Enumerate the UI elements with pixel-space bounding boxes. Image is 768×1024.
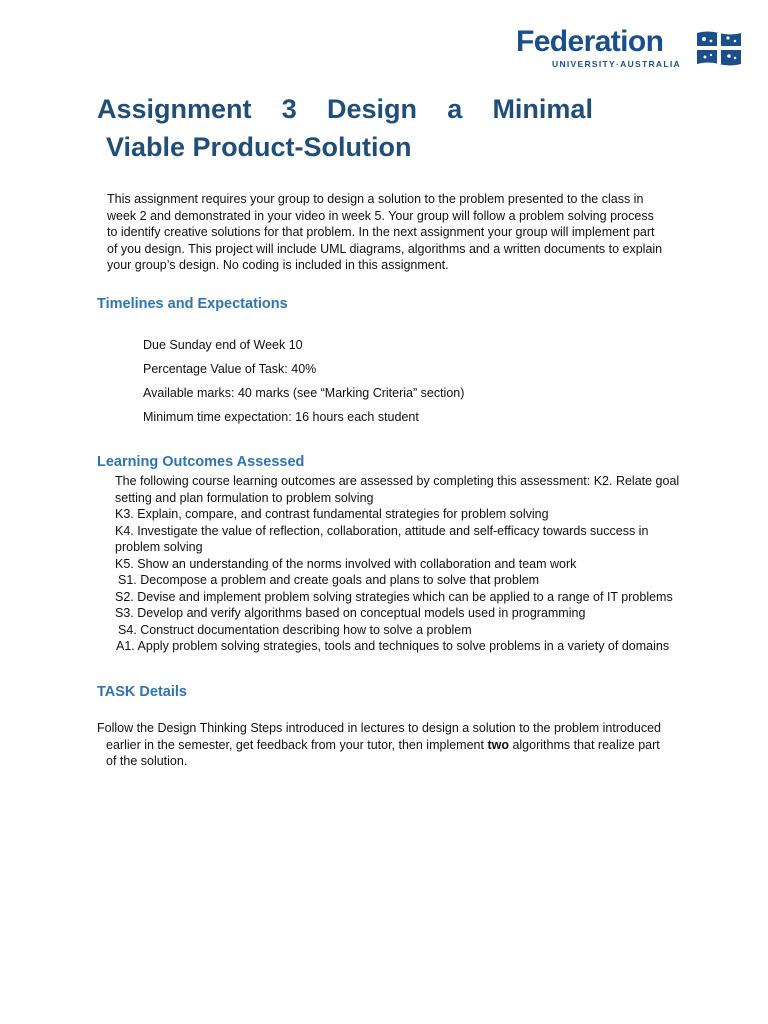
- logo-subline: UNIVERSITY·AUSTRALIA: [552, 59, 681, 69]
- intro-paragraph: [107, 191, 701, 274]
- outcome-line: The following course learning outcomes are assessed by completing this assessment: K2. Relate goal: [115, 474, 680, 488]
- outcome-line: K5. Show an understanding of the norms involved with collaboration and team work: [115, 556, 577, 571]
- timelines-heading: Timelines and Expectations: [97, 296, 288, 312]
- learning-outcomes-list: [115, 473, 715, 655]
- title-line-2: Viable Product-Solution: [106, 132, 412, 162]
- outcome-line: setting and plan formulation to problem solving: [115, 490, 374, 505]
- task-line: Follow the Design Thinking Steps introduced in lectures to design a solution to the problem introduced: [97, 721, 661, 735]
- intro-line: This assignment requires your group to design a solution to the problem presented to the class in: [107, 192, 644, 206]
- timeline-item: Minimum time expectation: 16 hours each student: [143, 410, 419, 424]
- task-text: earlier in the semester, get feedback from your tutor, then implement: [106, 737, 488, 752]
- title-word: Assignment: [97, 94, 252, 124]
- outcome-line: S3. Develop and verify algorithms based on conceptual models used in programming: [115, 606, 586, 620]
- task-text: algorithms that realize part: [508, 737, 660, 752]
- document-title: [97, 90, 593, 166]
- federation-university-logo: [516, 25, 742, 72]
- title-line-1: [97, 90, 593, 128]
- learning-outcomes-heading: Learning Outcomes Assessed: [97, 454, 305, 470]
- intro-line: your group’s design. No coding is included in this assignment.: [107, 258, 449, 272]
- outcome-line: A1. Apply problem solving strategies, tools and techniques to solve problems in a variety of domains: [116, 639, 670, 653]
- intro-line: of you design. This project will include UML diagrams, algorithms and a written documents to explain: [107, 241, 663, 256]
- task-details-heading: TASK Details: [97, 684, 187, 700]
- intro-line: to identify creative solutions for that problem. In the next assignment your group will implement part: [107, 225, 655, 239]
- timeline-item: Due Sunday end of Week 10: [143, 338, 303, 352]
- outcome-line: problem solving: [115, 540, 203, 554]
- outcome-line: S4. Construct documentation describing how to solve a problem: [118, 622, 472, 637]
- intro-line: week 2 and demonstrated in your video in week 5. Your group will follow a problem solving process: [107, 208, 654, 223]
- task-emphasis: two: [487, 737, 509, 752]
- title-word: Minimal: [492, 94, 593, 124]
- title-word: 3: [281, 94, 297, 124]
- outcome-line: S1. Decompose a problem and create goals and plans to solve that problem: [118, 573, 540, 587]
- timeline-item: Percentage Value of Task: 40%: [143, 362, 317, 376]
- timelines-list: [143, 337, 464, 433]
- logo-wordmark: Federation: [516, 25, 664, 58]
- outcome-line: K4. Investigate the value of reflection, collaboration, attitude and self-efficacy towards success in: [115, 523, 649, 538]
- flag-emblem-icon: [695, 30, 742, 68]
- title-word: Design: [326, 94, 417, 124]
- timeline-item: Available marks: 40 marks (see “Marking Criteria” section): [143, 386, 465, 400]
- outcome-line: K3. Explain, compare, and contrast fundamental strategies for problem solving: [115, 507, 549, 521]
- task-line: of the solution.: [106, 754, 188, 768]
- outcome-line: S2. Devise and implement problem solving strategies which can be applied to a range of IT problems: [115, 589, 673, 604]
- task-line: [97, 737, 702, 754]
- task-details-paragraph: [97, 720, 702, 770]
- title-word: a: [447, 94, 463, 124]
